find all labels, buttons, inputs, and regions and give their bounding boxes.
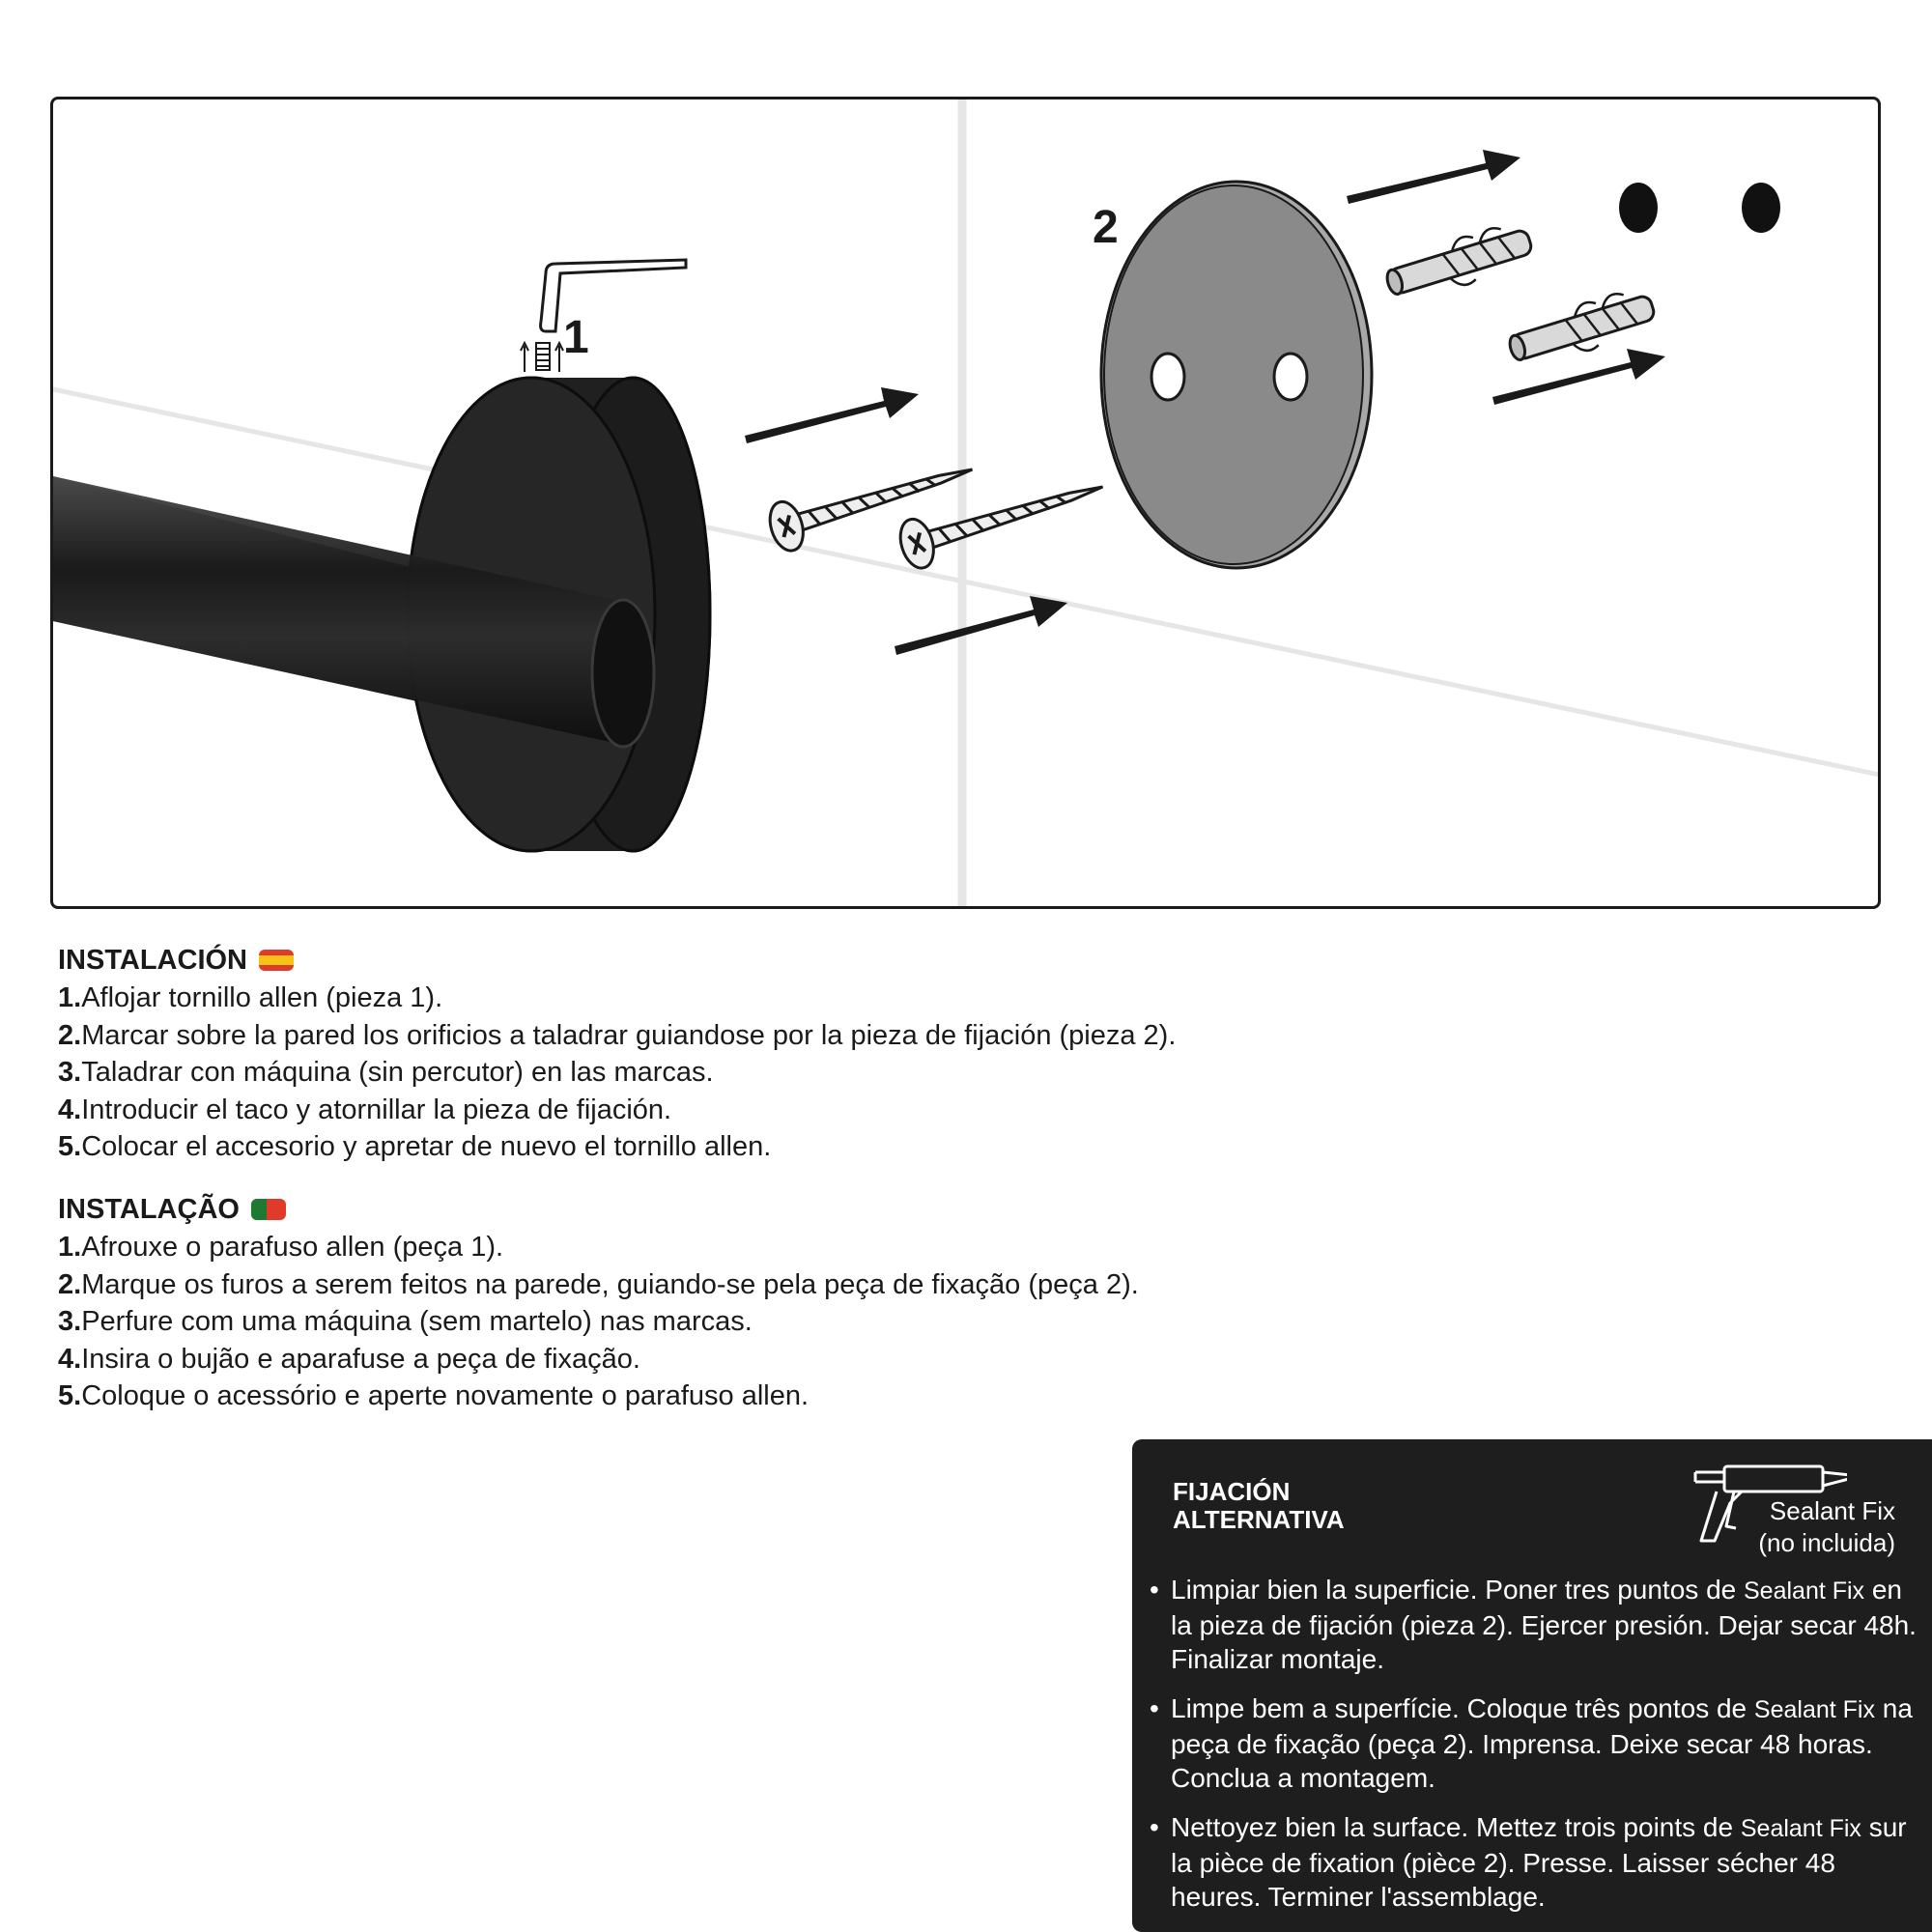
list-item [58, 1128, 1176, 1166]
alternative-fixing-list [1150, 1573, 1922, 1929]
list-item [58, 1229, 1139, 1266]
alternative-fixing-title [1173, 1478, 1463, 1534]
step-number: 5. [58, 1380, 82, 1411]
wall-plug-icon [1381, 218, 1536, 306]
list-item [58, 1054, 1176, 1092]
step-text: Taladrar con máquina (sin percutor) en las marcas. [81, 1057, 714, 1088]
step-number: 2. [58, 1268, 82, 1300]
instructions-pt [58, 1192, 1139, 1415]
step-number: 3. [58, 1306, 82, 1337]
bullet: • [1150, 1693, 1159, 1723]
item-text: Nettoyez bien la surface. Mettez trois points de [1171, 1812, 1741, 1842]
portugal-flag-icon [251, 1199, 286, 1220]
step-text: Marque os furos a serem feitos na parede, guiando-se pela peça de fixação (peça 2). [81, 1268, 1139, 1300]
drill-hole [1619, 183, 1658, 233]
part-2-label: 2 [1093, 202, 1119, 253]
list-item [58, 1341, 1139, 1378]
step-text: Insira o bujão e aparafuse a peça de fixação. [81, 1343, 640, 1375]
sealant-fix-label [1750, 1495, 1895, 1559]
step-text: Coloque o acessório e aperte novamente o parafuso allen. [81, 1380, 810, 1411]
list-item [58, 1378, 1139, 1415]
steps-list-pt [58, 1229, 1139, 1415]
list-item [58, 1303, 1139, 1341]
installation-diagram [50, 97, 1881, 909]
item-text: Limpiar bien la superficie. Poner tres puntos de [1171, 1575, 1744, 1605]
item-text: en la pieza de fijación (pieza 2). Ejercer presión. Dejar secar 48h. Finalizar montaje. [1171, 1575, 1917, 1674]
step-text: Introducir el taco y atornillar la pieza de fijación. [81, 1094, 672, 1125]
step-number: 5. [58, 1131, 82, 1162]
heading-text: INSTALAÇÃO [58, 1194, 240, 1225]
drill-hole [1742, 183, 1780, 233]
plate-hole [1274, 354, 1307, 400]
step-text: Marcar sobre la pared los orificios a taladrar guiandose por la pieza de fijación (pieza 2). [81, 1019, 1177, 1051]
part-1-label: 1 [563, 312, 589, 363]
step-text: Colocar el accesorio y apretar de nuevo el tornillo allen. [81, 1131, 772, 1162]
product-name: Sealant Fix [1744, 1577, 1865, 1605]
list-item [58, 980, 1176, 1017]
item-text: sur la pièce de fixation (pièce 2). Presse. Laisser sécher 48 heures. Terminer l'assemblage. [1171, 1812, 1907, 1912]
section-heading-pt [58, 1192, 1139, 1227]
fixing-plate [1101, 182, 1372, 568]
list-item [58, 1092, 1176, 1129]
step-text: Aflojar tornillo allen (pieza 1). [81, 982, 443, 1013]
step-number: 1. [58, 1232, 82, 1263]
step-number: 4. [58, 1343, 82, 1375]
steps-list-es [58, 980, 1176, 1166]
list-item [1150, 1691, 1922, 1795]
sealant-note: (no incluida) [1758, 1528, 1895, 1557]
step-text: Afrouxe o parafuso allen (peça 1). [81, 1232, 504, 1263]
spain-flag-icon [259, 950, 294, 971]
list-item [58, 1017, 1176, 1055]
installation-illustration [53, 99, 1881, 909]
list-item [58, 1266, 1139, 1304]
step-number: 2. [58, 1019, 82, 1051]
list-item [1150, 1573, 1922, 1676]
section-heading-es [58, 943, 1176, 978]
sealant-name: Sealant Fix [1769, 1496, 1895, 1525]
item-text: Limpe bem a superfície. Coloque três pontos de [1171, 1693, 1754, 1723]
grub-screw-icon [521, 343, 563, 372]
step-text: Perfure com uma máquina (sem martelo) nas marcas. [81, 1306, 753, 1337]
title-line: FIJACIÓN [1173, 1477, 1291, 1506]
bullet: • [1150, 1812, 1159, 1842]
plate-hole [1151, 354, 1184, 400]
step-number: 1. [58, 982, 82, 1013]
list-item [1150, 1810, 1922, 1914]
product-name: Sealant Fix [1753, 1696, 1875, 1723]
step-number: 3. [58, 1057, 82, 1088]
item-text: na peça de fixação (peça 2). Imprensa. Deixe secar 48 horas. Conclua a montagem. [1171, 1693, 1913, 1793]
instructions-es [58, 943, 1176, 1166]
title-line: ALTERNATIVA [1173, 1505, 1345, 1534]
product-name: Sealant Fix [1740, 1815, 1861, 1842]
heading-text: INSTALACIÓN [58, 945, 248, 976]
alternative-fixing-panel [1132, 1439, 1932, 1932]
tube-end [592, 600, 654, 747]
bullet: • [1150, 1575, 1159, 1605]
step-number: 4. [58, 1094, 82, 1125]
